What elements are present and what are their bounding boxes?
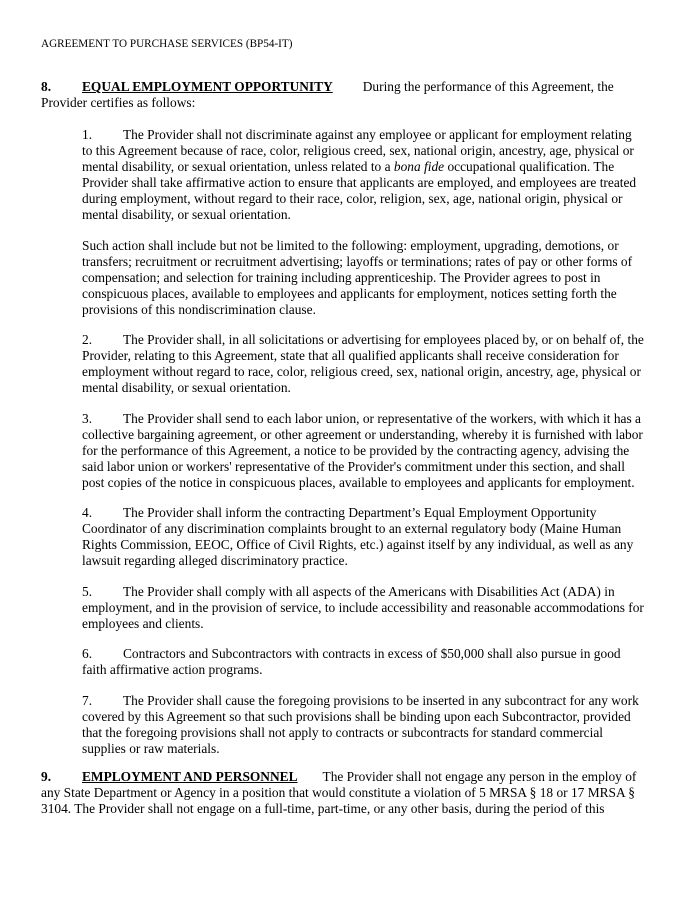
section-title: EMPLOYMENT AND PERSONNEL xyxy=(82,769,298,784)
section-8-heading xyxy=(41,79,614,95)
item-3-line: for the performance of this Agreement, a notice to be provided by the contracting agency, advising the xyxy=(82,443,630,458)
paragraph-line: Such action shall include but not be limited to the following: employment, upgrading, demotions, or xyxy=(82,238,619,253)
item-1-line: 1. The Provider shall not discriminate against any employee or applicant for employment relating xyxy=(82,127,632,142)
item-2-line: Provider, relating to this Agreement, state that all qualified applicants shall receive consideration for xyxy=(82,348,619,363)
paragraph-line: conspicuous places, available to employees and applicants for employment, notices setting forth the xyxy=(82,286,617,301)
item-6-line: faith affirmative action programs. xyxy=(82,662,263,677)
item-2-line: mental disability, or sexual orientation. xyxy=(82,380,291,395)
item-number: 1. xyxy=(82,127,93,142)
item-number: 3. xyxy=(82,411,93,426)
section-number: 9. xyxy=(41,769,52,784)
section-number: 8. xyxy=(41,79,52,94)
item-2-line: employment without regard to race, color, religious creed, sex, national origin, ancestry, age, physical or xyxy=(82,364,641,379)
paragraph-line: compensation; and selection for training including apprenticeship. The Provider agrees to post in xyxy=(82,270,601,285)
section-intro: During the performance of this Agreement, the xyxy=(362,79,614,94)
item-1-line: mental disability, or sexual orientation. xyxy=(82,207,291,222)
section-title: EQUAL EMPLOYMENT OPPORTUNITY xyxy=(82,79,333,94)
item-1-line: Provider shall take affirmative action to ensure that applicants are employed, and employees are treated xyxy=(82,175,637,190)
section-9-line: 3104. The Provider shall not engage on a full-time, part-time, or any other basis, during the period of this xyxy=(41,801,605,816)
item-3-line: collective bargaining agreement, or other agreement or understanding, whereby it is furnished with labor xyxy=(82,427,643,442)
section-intro-line: Provider certifies as follows: xyxy=(41,95,196,110)
item-7-line: supplies or raw materials. xyxy=(82,741,220,756)
item-number: 4. xyxy=(82,505,93,520)
item-5-line: 5. The Provider shall comply with all aspects of the Americans with Disabilities Act (ADA) in xyxy=(82,584,615,599)
item-7-line: that the foregoing provisions shall not apply to contracts or subcontracts for standard commercial xyxy=(82,725,603,740)
item-number: 6. xyxy=(82,646,93,661)
item-5-line: employment, and in the provision of service, to include accessibility and reasonable accommodations for xyxy=(82,600,644,615)
item-4-line: 4. The Provider shall inform the contracting Department’s Equal Employment Opportunity xyxy=(82,505,597,520)
item-1-line: during employment, without regard to their race, color, religion, sex, age, national origin, physical or xyxy=(82,191,623,206)
item-5-line: employees and clients. xyxy=(82,616,204,631)
item-1-line: mental disability, or sexual orientation, unless related to a bona fide occupational qualification. The xyxy=(82,159,615,174)
item-3-line: 3. The Provider shall send to each labor union, or representative of the workers, with which it has a xyxy=(82,411,641,426)
item-7-line: 7. The Provider shall cause the foregoing provisions to be inserted in any subcontract for any work xyxy=(82,693,639,708)
item-3-line: said labor union or workers' representative of the Provider's commitment under this section, and shall xyxy=(82,459,625,474)
item-4-line: Rights Commission, EEOC, Office of Civil Rights, etc.) against itself by any individual, as well as any xyxy=(82,537,634,552)
item-number: 7. xyxy=(82,693,93,708)
item-number: 5. xyxy=(82,584,93,599)
item-3-line: post copies of the notice in conspicuous places, available to employees and applicants for employment. xyxy=(82,475,635,490)
item-6-line: 6. Contractors and Subcontractors with contracts in excess of $50,000 shall also pursue in good xyxy=(82,646,621,661)
item-7-line: covered by this Agreement so that such provisions shall be binding upon each Subcontractor, provided xyxy=(82,709,631,724)
section-9-heading: 9. EMPLOYMENT AND PERSONNEL The Provider shall not engage any person in the employ of xyxy=(41,769,637,784)
item-4-line: lawsuit regarding alleged discriminatory practice. xyxy=(82,553,348,568)
section-9-line: any State Department or Agency in a position that would constitute a violation of 5 MRSA § 18 or 17 MRSA § xyxy=(41,785,635,800)
document-header: AGREEMENT TO PURCHASE SERVICES (BP54-IT) xyxy=(41,38,293,50)
item-4-line: Coordinator of any discrimination complaints brought to an external regulatory body (Maine Human xyxy=(82,521,622,536)
paragraph-line: provisions of this nondiscrimination clause. xyxy=(82,302,316,317)
item-number: 2. xyxy=(82,332,93,347)
italic-phrase: bona fide xyxy=(393,159,445,174)
paragraph-line: transfers; recruitment or recruitment advertising; layoffs or terminations; rates of pay or other forms of xyxy=(82,254,633,269)
item-1-line: to this Agreement because of race, color, religious creed, sex, national origin, ancestry, age, physical or xyxy=(82,143,634,158)
item-2-line: 2. The Provider shall, in all solicitations or advertising for employees placed by, or on behalf of, the xyxy=(82,332,644,347)
